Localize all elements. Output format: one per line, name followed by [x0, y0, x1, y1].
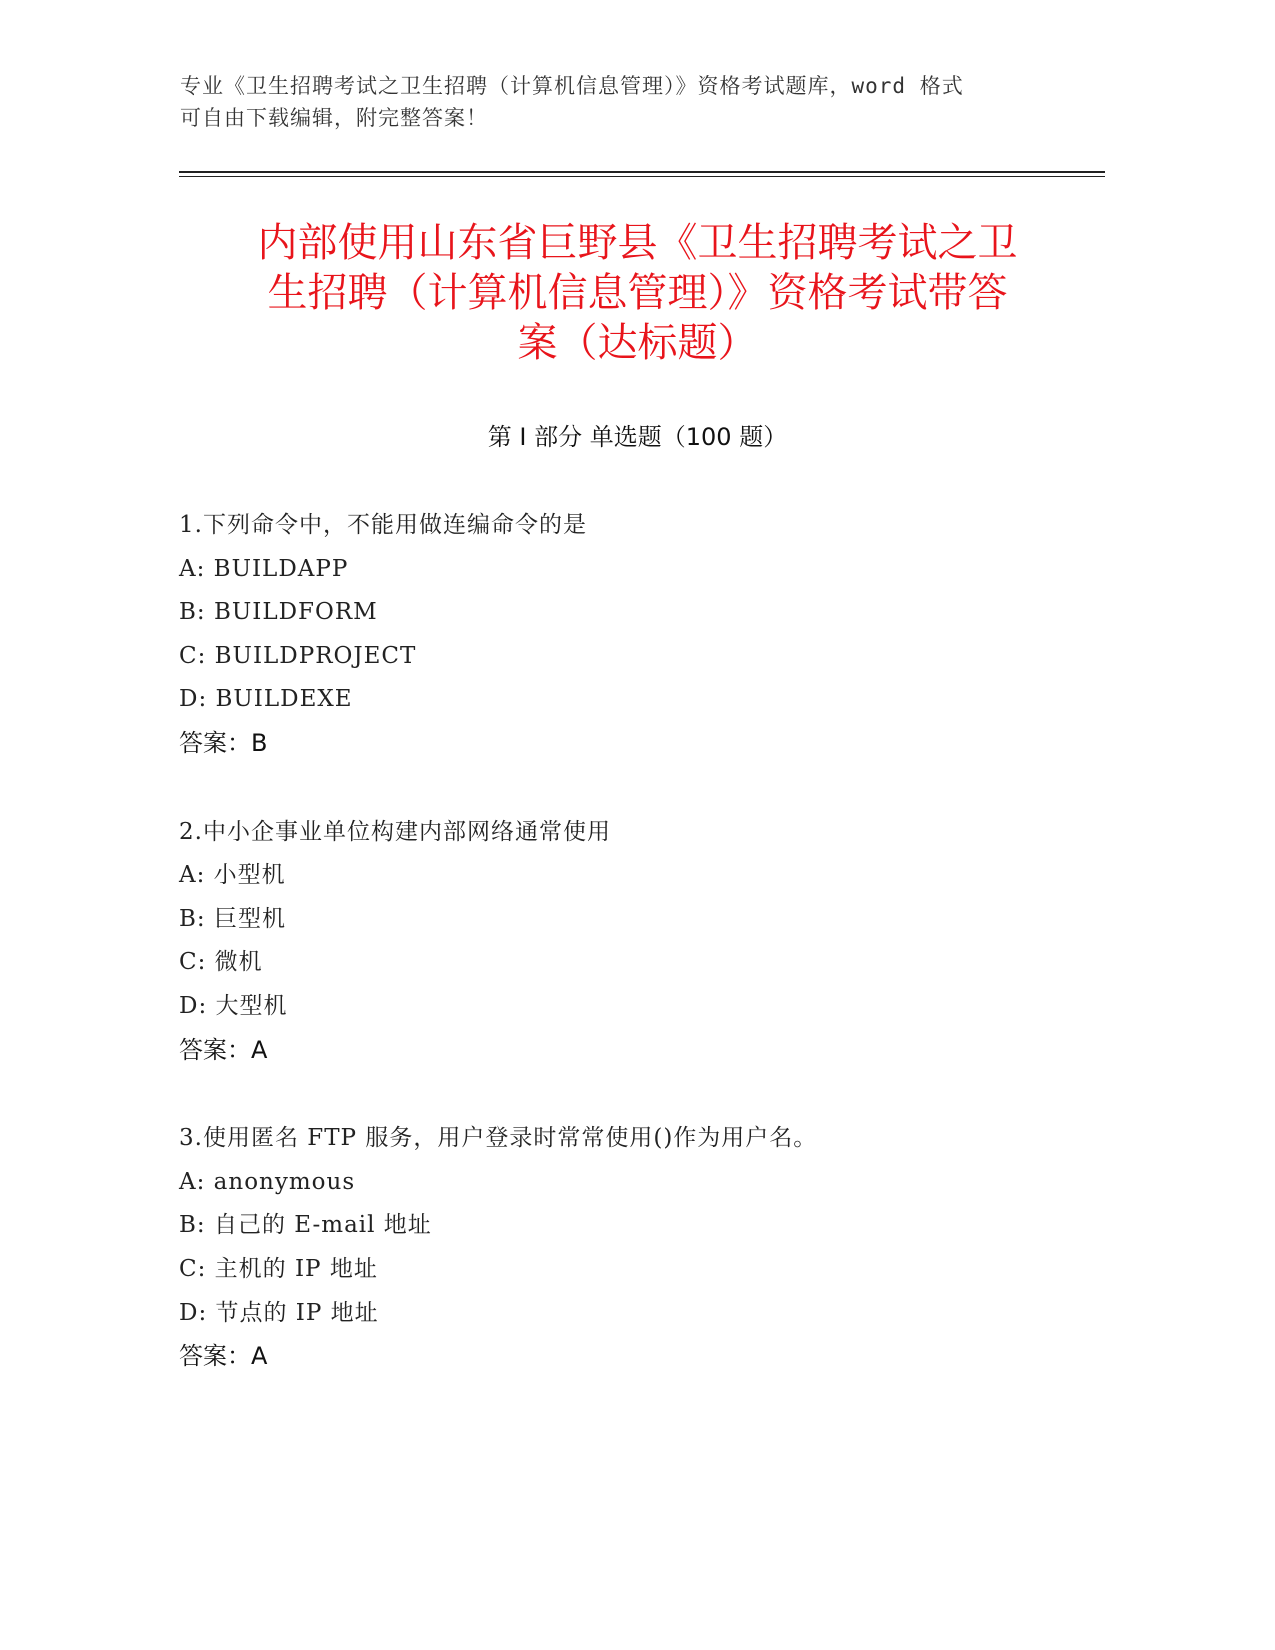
option-a: A: 小型机 [179, 862, 286, 889]
document-title-line-2: 生招聘（计算机信息管理）》资格考试带答 [267, 270, 1008, 316]
header-note-line-2: 可自由下载编辑，附完整答案！ [180, 106, 488, 130]
header-note [180, 70, 1040, 134]
question-list [179, 504, 1129, 1424]
question-2 [179, 811, 1129, 1073]
header-divider-thick [179, 171, 1105, 173]
option-d: D: 大型机 [179, 992, 288, 1019]
question-stem: 3.使用匿名 FTP 服务，用户登录时常常使用()作为用户名。 [179, 1125, 818, 1152]
option-c: C: BUILDPROJECT [179, 642, 417, 669]
document-title [185, 218, 1090, 368]
header-divider-thin [179, 176, 1105, 177]
option-d: D: BUILDEXE [179, 686, 353, 713]
header-note-line-1: 专业《卫生招聘考试之卫生招聘（计算机信息管理）》资格考试题库，word 格式 [180, 74, 964, 98]
option-a: A: anonymous [179, 1168, 356, 1195]
answer: 答案：A [179, 1035, 268, 1064]
option-b: B: 自己的 E-mail 地址 [179, 1212, 432, 1239]
question-stem: 2.中小企事业单位构建内部网络通常使用 [179, 818, 611, 845]
section-title: 第 I 部分 单选题（100 题） [487, 423, 788, 451]
option-b: B: BUILDFORM [179, 599, 378, 626]
option-d: D: 节点的 IP 地址 [179, 1299, 379, 1326]
answer: 答案：A [179, 1342, 268, 1371]
question-stem: 1.下列命令中，不能用做连编命令的是 [179, 512, 587, 538]
question-1 [179, 504, 1129, 766]
option-c: C: 主机的 IP 地址 [179, 1255, 378, 1282]
document-title-line-1: 内部使用山东省巨野县《卫生招聘考试之卫 [257, 220, 1018, 266]
document-title-line-3: 案（达标题） [517, 320, 758, 366]
option-a: A: BUILDAPP [179, 555, 349, 582]
question-3 [179, 1117, 1129, 1379]
answer: 答案：B [179, 728, 268, 757]
option-c: C: 微机 [179, 949, 263, 976]
option-b: B: 巨型机 [179, 905, 286, 932]
